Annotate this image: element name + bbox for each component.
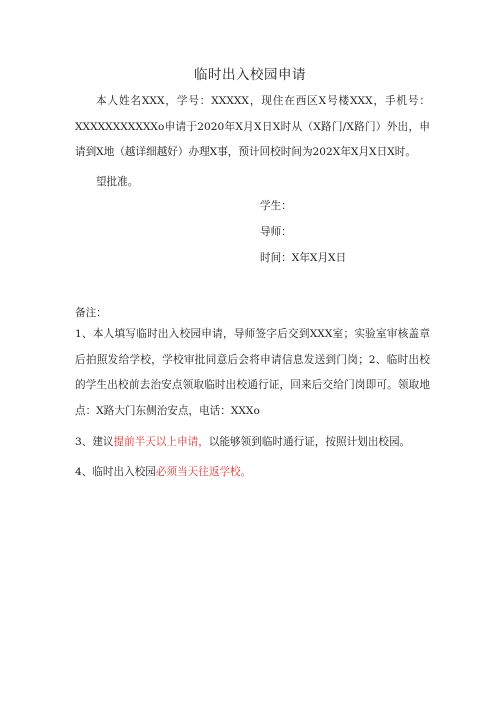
note-1: 1、本人填写临时出入校园申请，导师签字后交到XXX室；实验室审核盖章后拍照发给学校，学校审批同意后会将申请信息发送到门岗；2、临时出校的学生出校前去治安点领取临时出校通行证，回来后交给门岗即可。领取地点：X路大门东侧治安点，电话：XXXo [75,328,430,417]
note-3-highlight: 提前半天以上申请， [113,436,209,448]
document-title: 临时出入校园申请 [194,67,306,83]
note-3-suffix: 以能够领到临时通行证，按照计划出校园。 [208,436,411,448]
note-4 [75,462,251,482]
note-3 [75,432,410,452]
note-4-prefix: 4、临时出入校园 [75,466,156,478]
note-4-highlight: 必须当天往返学校。 [155,466,252,478]
student-signature-label: 学生： [260,200,292,212]
application-paragraph: 本人姓名XXX，学号：XXXXX，现住在西区X号楼XXX，手机号：XXXXXXXXXXXo申请于2020年X月X日X时从（X路门/X路门）外出，申请到X地（越详细越好）办理X事，预计回校时间为202X年X月X日X时。 [75,95,430,158]
advisor-signature-label: 导师： [260,226,292,238]
approval-request: 望批准。 [96,176,139,188]
notes-heading: 备注： [75,307,107,319]
note-3-prefix: 3、建议 [75,436,114,448]
date-label: 时间：X年X月X日 [260,252,347,264]
